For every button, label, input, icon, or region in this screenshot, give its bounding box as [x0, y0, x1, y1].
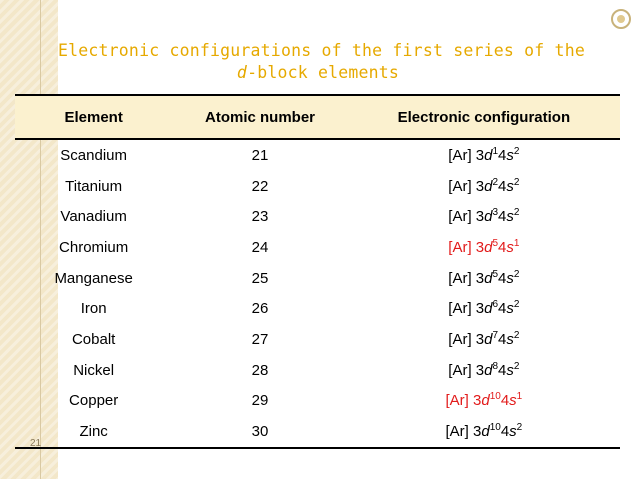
header-element: Element [15, 95, 172, 139]
slide-title [58, 40, 585, 84]
atomic-number: 28 [251, 361, 269, 379]
config-s-label: s [509, 392, 517, 410]
config-s-label: s [506, 177, 514, 195]
atomic-number: 24 [251, 238, 269, 256]
table-row [15, 416, 620, 448]
element-name: Vanadium [60, 208, 127, 226]
config-core: [Ar] 3 [448, 361, 485, 379]
config-s-prefix: 4 [498, 208, 507, 226]
config-d-count: 3 [492, 207, 499, 219]
config-d-label: d [484, 300, 493, 318]
title-line-2 [58, 62, 578, 84]
config-s-count: 2 [516, 422, 523, 434]
config-s-count: 1 [516, 391, 523, 403]
table-row [15, 293, 620, 324]
table-header-row [15, 95, 620, 139]
config-s-label: s [506, 330, 514, 348]
config-d-count: 2 [492, 176, 499, 188]
configuration-table [15, 94, 620, 449]
config-s-count: 1 [513, 237, 520, 249]
config-core: [Ar] 3 [448, 177, 485, 195]
config-s-prefix: 4 [498, 361, 507, 379]
config-s-prefix: 4 [498, 146, 507, 164]
config-core: [Ar] 3 [448, 208, 485, 226]
header-electronic-configuration: Electronic configuration [348, 95, 620, 139]
table-row [15, 263, 620, 294]
config-s-prefix: 4 [498, 238, 507, 256]
config-s-prefix: 4 [500, 392, 510, 410]
config-s-prefix: 4 [498, 300, 507, 318]
config-core: [Ar] 3 [445, 392, 482, 410]
config-s-label: s [506, 208, 514, 226]
config-d-label: d [484, 208, 493, 226]
element-name: Copper [69, 392, 119, 410]
config-d-count: 8 [492, 360, 499, 372]
config-core: [Ar] 3 [448, 146, 485, 164]
config-s-count: 2 [513, 360, 520, 372]
config-s-prefix: 4 [498, 269, 507, 287]
config-s-count: 2 [513, 176, 520, 188]
config-core: [Ar] 3 [445, 423, 482, 441]
config-s-count: 2 [513, 145, 520, 157]
atomic-number: 30 [172, 416, 347, 448]
atomic-number: 29 [251, 392, 269, 410]
config-s-label: s [506, 361, 514, 379]
config-d-label: d [484, 361, 493, 379]
electronic-configuration [348, 416, 620, 448]
atomic-number: 25 [251, 269, 269, 287]
title-line-2-rest: -block elements [247, 63, 400, 82]
atomic-number: 23 [251, 208, 269, 226]
config-s-label: s [509, 423, 517, 441]
config-s-label: s [506, 300, 514, 318]
config-d-count: 10 [489, 422, 501, 434]
atomic-number: 22 [251, 177, 269, 195]
config-core: [Ar] 3 [448, 330, 485, 348]
config-d-count: 5 [492, 237, 499, 249]
config-d-label: d [484, 269, 493, 287]
config-core: [Ar] 3 [448, 300, 485, 318]
atomic-number: 27 [251, 330, 269, 348]
config-s-prefix: 4 [498, 330, 507, 348]
electronic-configuration [348, 139, 620, 171]
table-row [15, 171, 620, 202]
atomic-number: 21 [251, 146, 269, 164]
config-d-label: d [481, 423, 490, 441]
config-d-label: d [484, 238, 493, 256]
page-number: 21 [30, 438, 42, 449]
title-d-letter: d [236, 63, 248, 82]
element-name: Cobalt [71, 330, 116, 348]
config-d-count: 5 [492, 268, 499, 280]
config-s-prefix: 4 [498, 177, 507, 195]
config-core: [Ar] 3 [448, 238, 485, 256]
table-row [15, 324, 620, 355]
element-name: Manganese [54, 269, 133, 287]
table-row [15, 386, 620, 417]
element-name: Zinc [15, 416, 172, 448]
config-core: [Ar] 3 [448, 269, 485, 287]
table-row [15, 232, 620, 263]
table-row [15, 355, 620, 386]
config-s-count: 2 [513, 207, 520, 219]
config-d-label: d [484, 330, 493, 348]
element-name: Iron [80, 300, 107, 318]
element-name: Titanium [65, 177, 123, 195]
electronic-configuration [348, 171, 620, 202]
config-s-prefix: 4 [500, 423, 510, 441]
electronic-configuration [348, 201, 620, 232]
config-s-count: 2 [513, 329, 520, 341]
config-d-count: 1 [492, 145, 499, 157]
config-s-label: s [506, 269, 514, 287]
config-d-count: 6 [492, 299, 499, 311]
config-d-count: 7 [492, 329, 499, 341]
atomic-number: 26 [251, 300, 269, 318]
table-row [15, 201, 620, 232]
electronic-configuration [348, 293, 620, 324]
electronic-configuration [348, 263, 620, 294]
element-name: Nickel [73, 361, 115, 379]
electronic-configuration [348, 232, 620, 263]
config-d-label: d [481, 392, 490, 410]
header-atomic-number: Atomic number [172, 95, 347, 139]
config-d-count: 10 [489, 391, 501, 403]
config-d-label: d [484, 146, 493, 164]
element-name: Scandium [60, 146, 127, 164]
electronic-configuration [348, 386, 620, 417]
title-line-1: Electronic configurations of the first series of the [58, 41, 585, 60]
table-body [15, 139, 620, 448]
electronic-configuration [348, 355, 620, 386]
electronic-configuration [348, 324, 620, 355]
circle-bullet-icon [606, 4, 636, 34]
table-row [15, 139, 620, 171]
config-s-count: 2 [513, 268, 520, 280]
config-s-label: s [506, 146, 514, 164]
config-s-label: s [506, 238, 514, 256]
config-s-count: 2 [513, 299, 520, 311]
config-d-label: d [484, 177, 493, 195]
element-name: Chromium [59, 238, 129, 256]
